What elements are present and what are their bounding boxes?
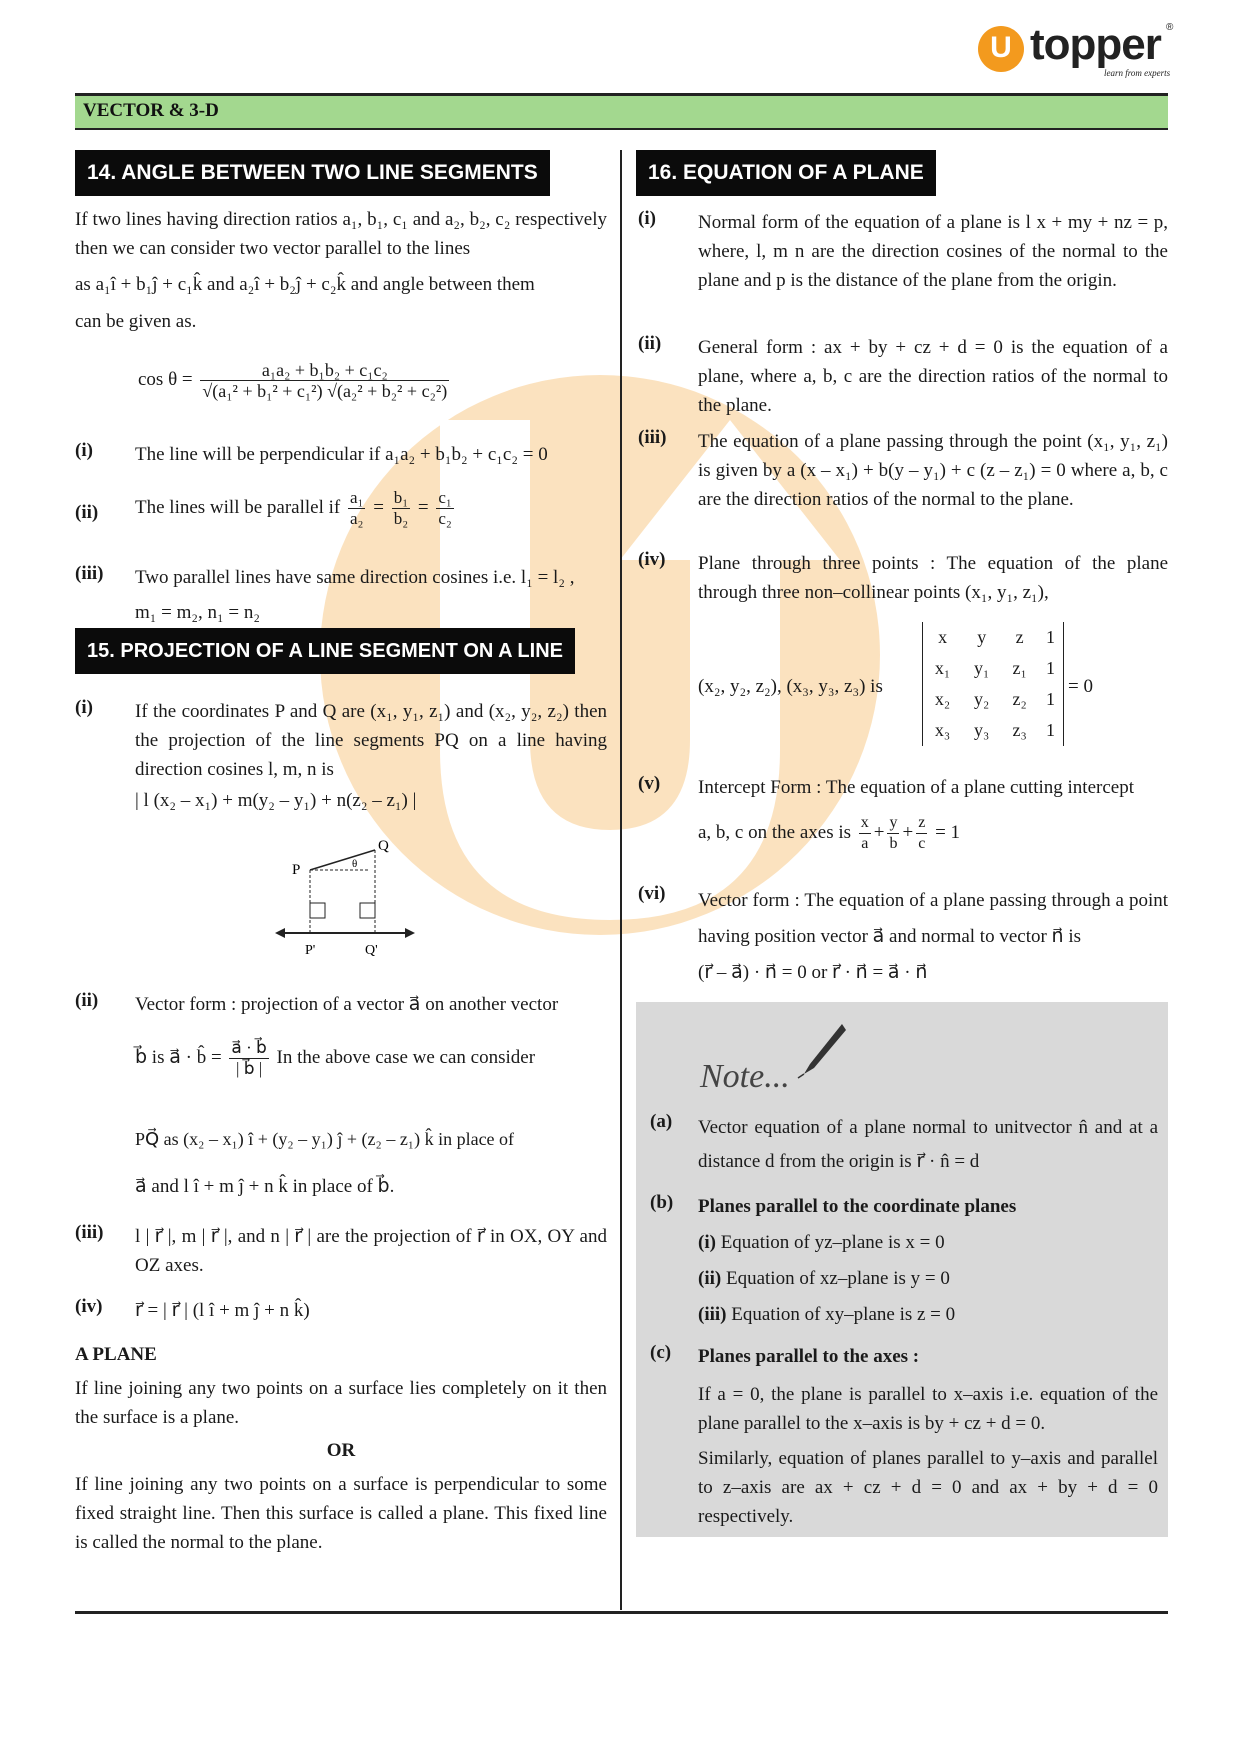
- sec14-intro-2: as a₁î + b₁ĵ + c₁k̂ and a₂î + b₂ĵ + c₂k̂ and angle between them: [75, 274, 535, 295]
- sec15-iv-text: r⃗ = | r⃗ | (l î + m ĵ + n k̂): [135, 1300, 310, 1321]
- determinant: x y z 1 x₁ y₁ z₁ 1 x₂ y₂ z₂ 1 x₃ y₃ z₃ 1: [922, 622, 1064, 746]
- note-c-title: Planes parallel to the axes :: [698, 1346, 920, 1367]
- sec15-ii-text4: a⃗ and l î + m ĵ + n k̂ in place of b⃗.: [135, 1176, 395, 1197]
- note-b-title: Planes parallel to the coordinate planes: [698, 1196, 1017, 1217]
- note-a-text: Vector equation of a plane normal to unitvector n̂ and at a distance d from the origin is r⃗ · n̂ = d: [698, 1117, 1158, 1172]
- diagram-label-theta: θ: [352, 858, 358, 870]
- sec15-ii-b-is: b⃗ is a⃗ · b̂ =: [135, 1046, 222, 1068]
- cos-numerator: a₁a₂ + b₁b₂ + c₁c₂: [200, 360, 449, 381]
- sec15-iv-label: (iv): [75, 1296, 103, 1317]
- plane-title: A PLANE: [75, 1344, 157, 1365]
- sec15-ii-text: Vector form : projection of a vector a⃗ on another vector: [135, 994, 559, 1015]
- note-b-label: (b): [650, 1192, 674, 1213]
- sec15-i-label: (i): [75, 697, 93, 718]
- sec14-item-1-label: (i): [75, 440, 93, 461]
- frac-c1: c₁: [438, 488, 452, 507]
- frac-c2: c₂: [438, 509, 452, 528]
- projection-diagram: [270, 830, 420, 960]
- heading-sec15: 15. PROJECTION OF A LINE SEGMENT ON A LINE: [75, 628, 575, 674]
- sec16-v-text: Intercept Form : The equation of a plane cutting intercept: [698, 777, 1134, 798]
- sec16-item-3-text: The equation of a plane passing through the point (x₁, y₁, z₁) is given by a (x – x₁) + b(y – y₁) + c (z – z₁) = 0 where a, b, c are the direction ratios of the normal to the plane.: [698, 431, 1168, 510]
- sec15-ii-text2: In the above case we can consider: [276, 1046, 536, 1068]
- sec16-item-1-text: Normal form of the equation of a plane is l x + my + nz = p, where, l, m n are the direction cosines of the normal to the plane and p is the distance of the plane from the origin.: [698, 212, 1168, 291]
- note-b-item-3: (iii) Equation of xy–plane is z = 0: [698, 1304, 956, 1325]
- plane-or: OR: [326, 1440, 356, 1461]
- frac-b2: b₂: [393, 509, 409, 528]
- projection-frac-num: a⃗ · b⃗: [231, 1038, 267, 1057]
- frac-b1: b₁: [393, 488, 409, 507]
- pen-icon: [790, 1020, 850, 1080]
- column-divider: [620, 150, 622, 1610]
- frac-a2: a₂: [349, 509, 364, 528]
- logo-badge: U: [978, 26, 1024, 72]
- sec14-item-2-label: (ii): [75, 502, 99, 523]
- sec14-item-2: The lines will be parallel if $\frac{\text{a₁}}{\text{a₂}}$ = $\frac{\text{b₁}}{\text{b₂}}$ = $\frac{\text{c₁}}{\text{c₂}}$: [135, 488, 452, 528]
- sec16-vi-label: (vi): [638, 883, 666, 904]
- sec14-intro-1: If two lines having direction ratios a₁, b₁, c₁ and a₂, b₂, c₂ respectively then we can consider two vector parallel to the lines: [75, 209, 607, 259]
- sec16-item-3-label: (iii): [638, 427, 667, 448]
- sec16-item-2-label: (ii): [638, 333, 662, 354]
- sec15-ii-label: (ii): [75, 990, 99, 1011]
- sec16-v-label: (v): [638, 773, 661, 794]
- sec16-v-eq: = 1: [935, 821, 961, 843]
- note-c-label: (c): [650, 1342, 672, 1363]
- projection-frac-den: | b⃗ |: [236, 1059, 263, 1078]
- note-b-item-1: (i) Equation of yz–plane is x = 0: [698, 1232, 945, 1253]
- sec15-iii-text: l | r⃗ |, m | r⃗ |, and n | r⃗ | are the projection of r⃗ in OX, OY and OZ axes.: [135, 1226, 607, 1276]
- logo-tagline: learn from experts: [1104, 68, 1171, 78]
- note-b-item-2: (ii) Equation of xz–plane is y = 0: [698, 1268, 950, 1289]
- diagram-label-q: Q: [378, 838, 389, 854]
- sec16-iv-points: (x₂, y₂, z₂), (x₃, y₃, z₃) is: [698, 676, 883, 697]
- note-title: Note...: [700, 1058, 790, 1095]
- sec14-intro-3: can be given as.: [75, 311, 197, 332]
- sec15-iii-label: (iii): [75, 1222, 104, 1243]
- topper-logo: [978, 22, 1178, 82]
- sec16-vi-formula: (r⃗ – a⃗) · n⃗ = 0 or r⃗ · n⃗ = a⃗ · n⃗: [698, 962, 928, 983]
- sec15-ii-text3: PQ⃗ as (x₂ – x₁) î + (y₂ – y₁) ĵ + (z₂ – z₁) k̂ in place of: [135, 1129, 515, 1149]
- sec16-item-2-text: General form : ax + by + cz + d = 0 is the equation of a plane, where a, b, c are the direction ratios of the normal to the plane.: [698, 337, 1168, 416]
- cos-lhs: cos θ =: [138, 368, 193, 390]
- footer-rule: [75, 1611, 1168, 1614]
- sec14-item-3-label: (iii): [75, 563, 104, 584]
- plane-definition-1: If line joining any two points on a surface lies completely on it then the surface is a plane.: [75, 1378, 607, 1428]
- sec14-item-3-text: Two parallel lines have same direction cosines i.e. l₁ = l₂ ,: [135, 567, 575, 588]
- sec15-ii-projection: [135, 1038, 607, 1079]
- chapter-bar: [75, 93, 1168, 130]
- chapter-title: VECTOR & 3-D: [83, 100, 219, 121]
- sec16-v-formula: a, b, c on the axes is $\frac{x}{a}$ + $\frac{y}{b}$ + $\frac{z}{c}$ = 1: [698, 814, 961, 852]
- sec14-item-3-text2: m₁ = m₂, n₁ = n₂: [135, 602, 260, 623]
- sec16-v-text2: a, b, c on the axes is: [698, 821, 852, 843]
- sec15-i-text: If the coordinates P and Q are (x₁, y₁, z₁) and (x₂, y₂, z₂) then the projection of the line segments PQ on a line having direction cosines l, m, n is: [135, 701, 607, 780]
- frac-a1: a₁: [349, 488, 364, 507]
- logo-wordmark: topper: [1030, 20, 1161, 69]
- sec16-item-4-label: (iv): [638, 549, 666, 570]
- note-a-label: (a): [650, 1111, 673, 1132]
- cos-denominator: √(a₁² + b₁² + c₁²) √(a₂² + b₂² + c₂²): [202, 381, 448, 401]
- sec16-item-4-text: Plane through three points : The equation of the plane through three non–collinear points (x₁, y₁, z₁),: [698, 553, 1168, 603]
- sec15-i-formula: | l (x₂ – x₁) + m(y₂ – y₁) + n(z₂ – z₁) |: [135, 790, 417, 811]
- sec16-item-1-label: (i): [638, 208, 656, 229]
- diagram-label-p: P: [292, 862, 301, 878]
- logo-registered: ®: [1166, 22, 1174, 33]
- cos-formula: [138, 360, 598, 401]
- sec14-item-1-text: The line will be perpendicular if a₁a₂ + b₁b₂ + c₁c₂ = 0: [135, 444, 548, 465]
- sec16-vi-text: Vector form : The equation of a plane passing through a point having position vector a⃗ and normal to vector n⃗ is: [698, 890, 1168, 947]
- diagram-label-q-prime: Q': [365, 943, 378, 958]
- heading-sec14: 14. ANGLE BETWEEN TWO LINE SEGMENTS: [75, 150, 550, 196]
- heading-sec16: 16. EQUATION OF A PLANE: [636, 150, 936, 196]
- diagram-label-p-prime: P': [305, 943, 316, 958]
- note-c-para-1: If a = 0, the plane is parallel to x–axis i.e. equation of the plane parallel to the x–axis is by + cz + d = 0.: [698, 1384, 1158, 1434]
- plane-definition-2: If line joining any two points on a surface is perpendicular to some fixed straight line. Then this surface is called a plane. This fixed line is called the normal to the plane.: [75, 1474, 607, 1553]
- determinant-equals: = 0: [1068, 676, 1093, 697]
- sec14-item-2-text: The lines will be parallel if: [135, 496, 341, 518]
- note-c-para-2: Similarly, equation of planes parallel to y–axis and parallel to z–axis are ax + cz + d = 0 and ax + by + d = 0 respectively.: [698, 1448, 1158, 1527]
